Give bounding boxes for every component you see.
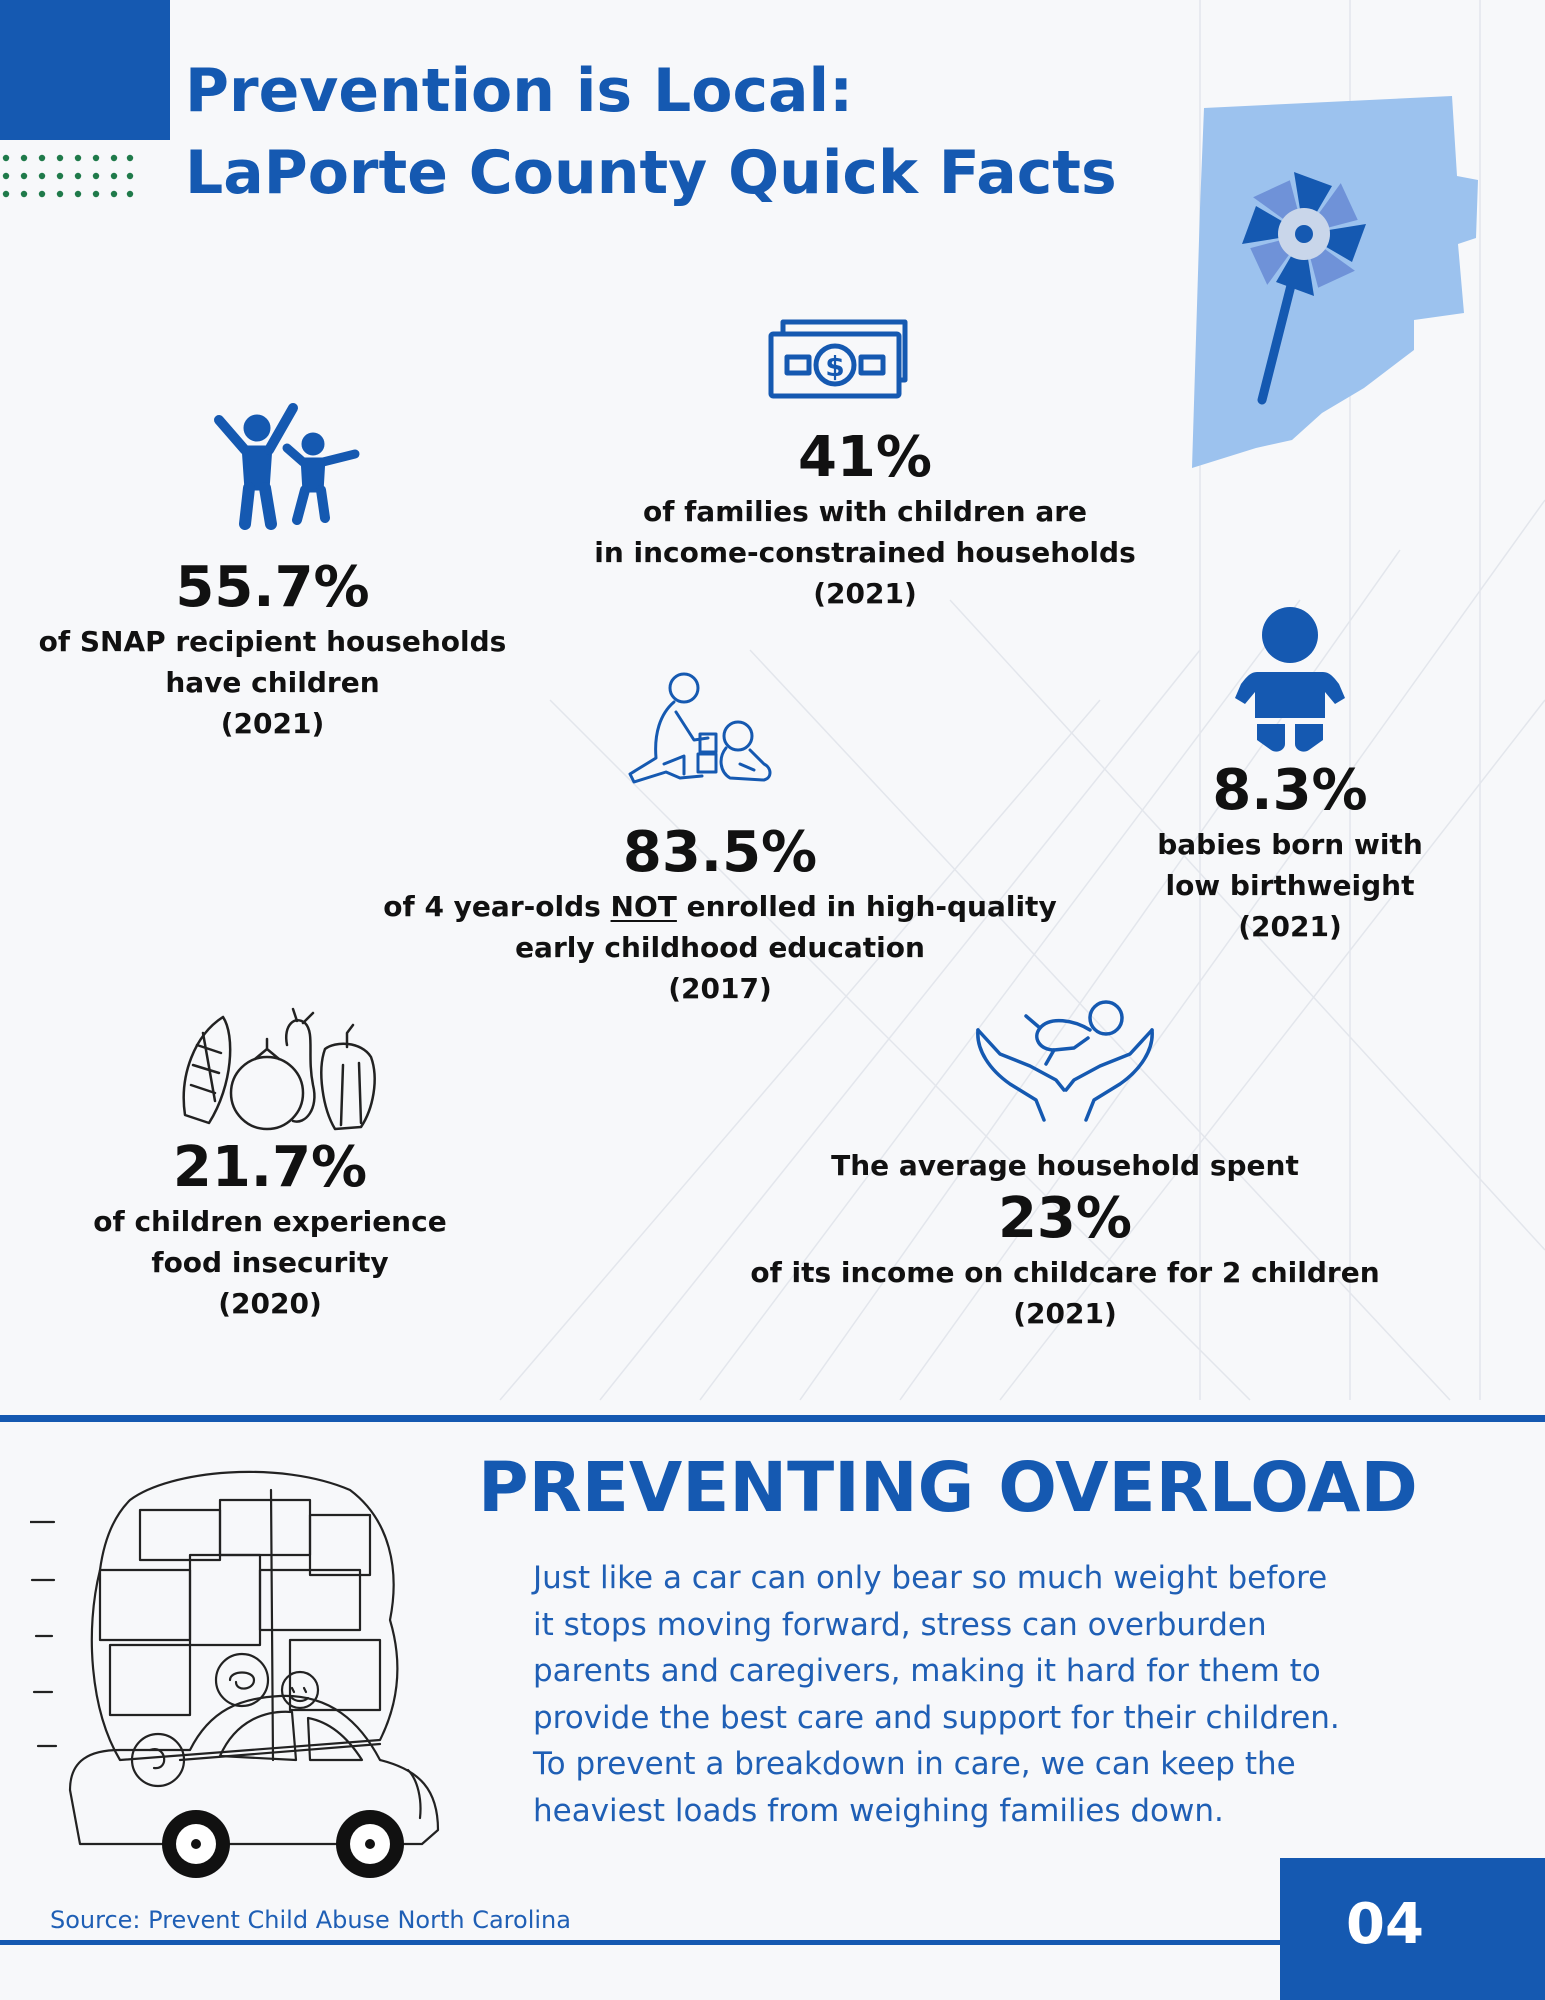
fact-education-value: 83.5% <box>622 820 818 885</box>
fact-snap-line2: have children <box>165 666 380 699</box>
fact-childcare-value: 23% <box>997 1186 1133 1251</box>
overload-body <box>533 1555 1403 1834</box>
fact-birthweight <box>1150 758 1430 947</box>
fact-birthweight-line2: low birthweight <box>1165 869 1415 902</box>
fact-income-year: (2021) <box>813 577 917 610</box>
title-line-2: LaPorte County Quick Facts <box>185 138 1117 208</box>
baby-icon <box>1235 600 1345 755</box>
page-title <box>185 50 1117 214</box>
fact-education-line1-pre: of 4 year-olds <box>383 890 611 923</box>
decorative-dots <box>0 150 140 212</box>
fact-birthweight-year: (2021) <box>1238 910 1342 943</box>
page-number: 04 <box>1346 1892 1424 1957</box>
children-jumping-icon <box>205 400 365 530</box>
fact-education-emphasis: NOT <box>610 890 677 923</box>
fact-education-line2: early childhood education <box>515 931 925 964</box>
fact-food <box>60 1135 480 1324</box>
fact-snap-line1: of SNAP recipient households <box>38 625 507 658</box>
fact-education-line1 <box>370 886 1070 927</box>
county-map-pinwheel-icon <box>1182 88 1482 488</box>
fact-food-line2: food insecurity <box>151 1246 389 1279</box>
fact-education <box>370 820 1070 1009</box>
fact-snap <box>20 555 525 744</box>
overload-line-1: Just like a car can only bear so much weight before <box>533 1560 1328 1596</box>
fact-childcare <box>740 1145 1390 1334</box>
fact-childcare-intro: The average household spent <box>831 1149 1299 1182</box>
child-playing-blocks-icon <box>622 668 782 793</box>
section-divider <box>0 1415 1545 1422</box>
overload-line-4: provide the best care and support for their children. <box>533 1699 1340 1736</box>
overload-line-5: To prevent a breakdown in care, we can keep the <box>533 1746 1296 1782</box>
fact-birthweight-value: 8.3% <box>1212 758 1368 823</box>
overload-line-6: heaviest loads from weighing families down. <box>533 1792 1224 1829</box>
fact-birthweight-line1: babies born with <box>1157 828 1423 861</box>
overload-line-3: parents and caregivers, making it hard for them to <box>533 1653 1321 1689</box>
fact-income-line1: of families with children are <box>642 495 1088 528</box>
fact-income-line2: in income-constrained households <box>594 536 1136 569</box>
fact-food-line1: of children experience <box>93 1205 447 1238</box>
fact-childcare-line1: of its income on childcare for 2 children <box>750 1256 1380 1289</box>
overloaded-car-icon <box>30 1460 460 1880</box>
fact-income-value: 41% <box>797 425 933 490</box>
source-citation: Source: Prevent Child Abuse North Carolina <box>50 1906 571 1934</box>
fact-education-line1-post: enrolled in high-quality <box>676 890 1057 923</box>
fact-food-value: 21.7% <box>172 1135 368 1200</box>
vegetables-icon <box>175 1005 380 1135</box>
title-line-1: Prevention is Local: <box>185 56 854 126</box>
overload-title: PREVENTING OVERLOAD <box>478 1448 1418 1528</box>
hands-holding-baby-icon <box>970 990 1160 1125</box>
money-bill-icon <box>765 310 915 405</box>
fact-income <box>570 425 1160 614</box>
fact-childcare-year: (2021) <box>1013 1297 1117 1330</box>
overload-line-2: it stops moving forward, stress can overburden <box>533 1606 1267 1643</box>
fact-snap-year: (2021) <box>220 707 325 740</box>
fact-snap-value: 55.7% <box>175 555 370 620</box>
footer-rule <box>0 1940 1280 1945</box>
fact-education-year: (2017) <box>668 972 772 1005</box>
header-corner-block <box>0 0 170 140</box>
svg-text:$: $ <box>825 350 845 383</box>
fact-food-year: (2020) <box>218 1287 322 1320</box>
